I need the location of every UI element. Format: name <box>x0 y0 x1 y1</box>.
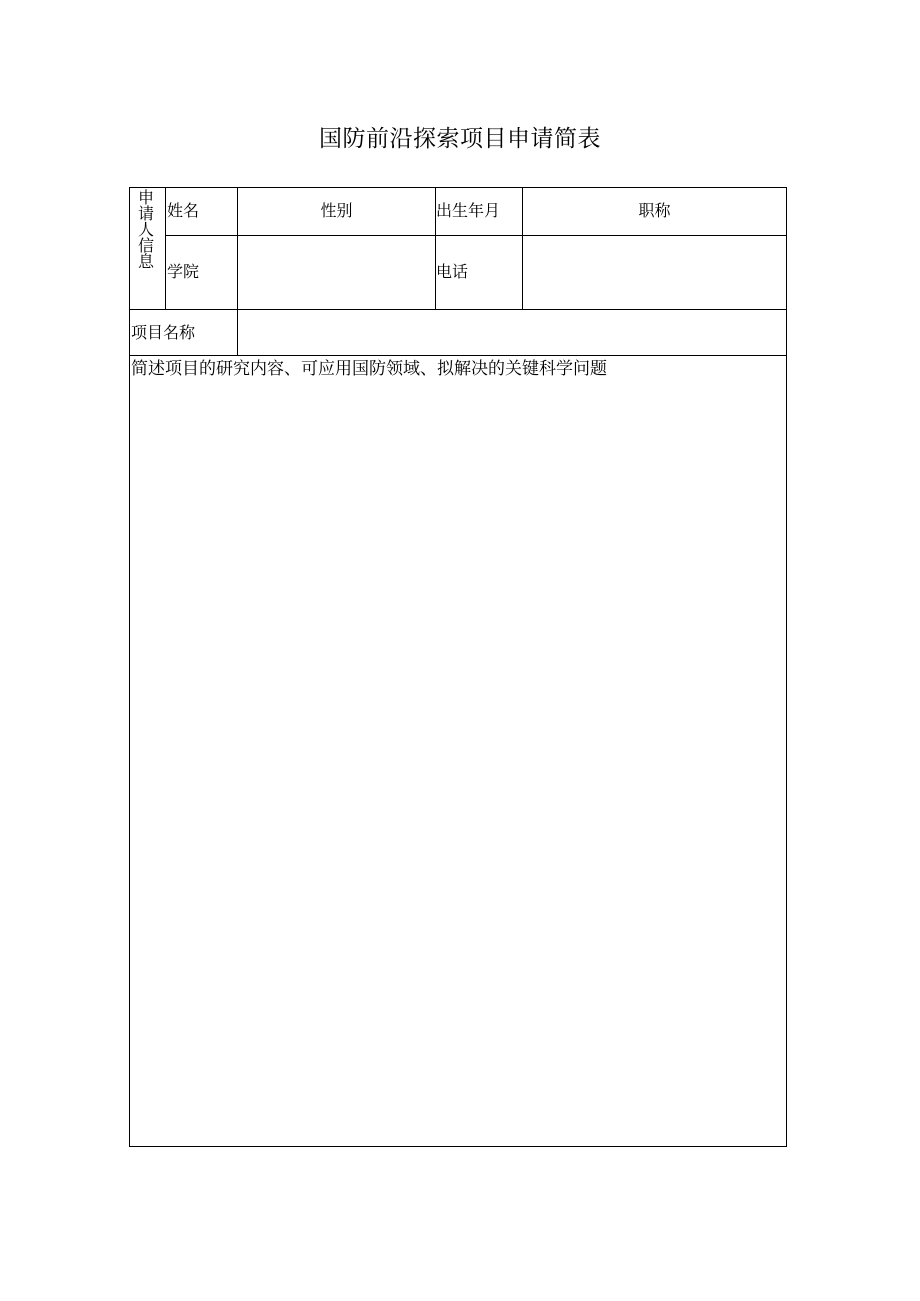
table-border-right <box>786 187 787 1147</box>
gender-label: 性别 <box>320 201 353 220</box>
project-name-label: 项目名称 <box>131 323 196 342</box>
section-label-divider <box>165 187 166 309</box>
professional-title-label: 职称 <box>638 201 671 220</box>
applicant-section-label: 申请人信息 <box>137 188 154 271</box>
name-label: 姓名 <box>167 201 200 220</box>
birth-date-label: 出生年月 <box>436 201 501 220</box>
college-input-cell[interactable] <box>238 236 435 309</box>
row-divider-3 <box>129 355 787 356</box>
project-name-input-cell[interactable] <box>238 310 786 355</box>
description-input-area[interactable] <box>130 383 786 1146</box>
page-title: 国防前沿探索项目申请简表 <box>319 126 601 152</box>
application-form <box>129 187 787 1147</box>
phone-input-cell[interactable] <box>523 236 786 309</box>
phone-label: 电话 <box>436 262 469 281</box>
table-border-bottom <box>129 1146 787 1147</box>
description-prompt: 简述项目的研究内容、可应用国防领域、拟解决的关键科学问题 <box>131 359 607 379</box>
college-label: 学院 <box>167 262 200 281</box>
